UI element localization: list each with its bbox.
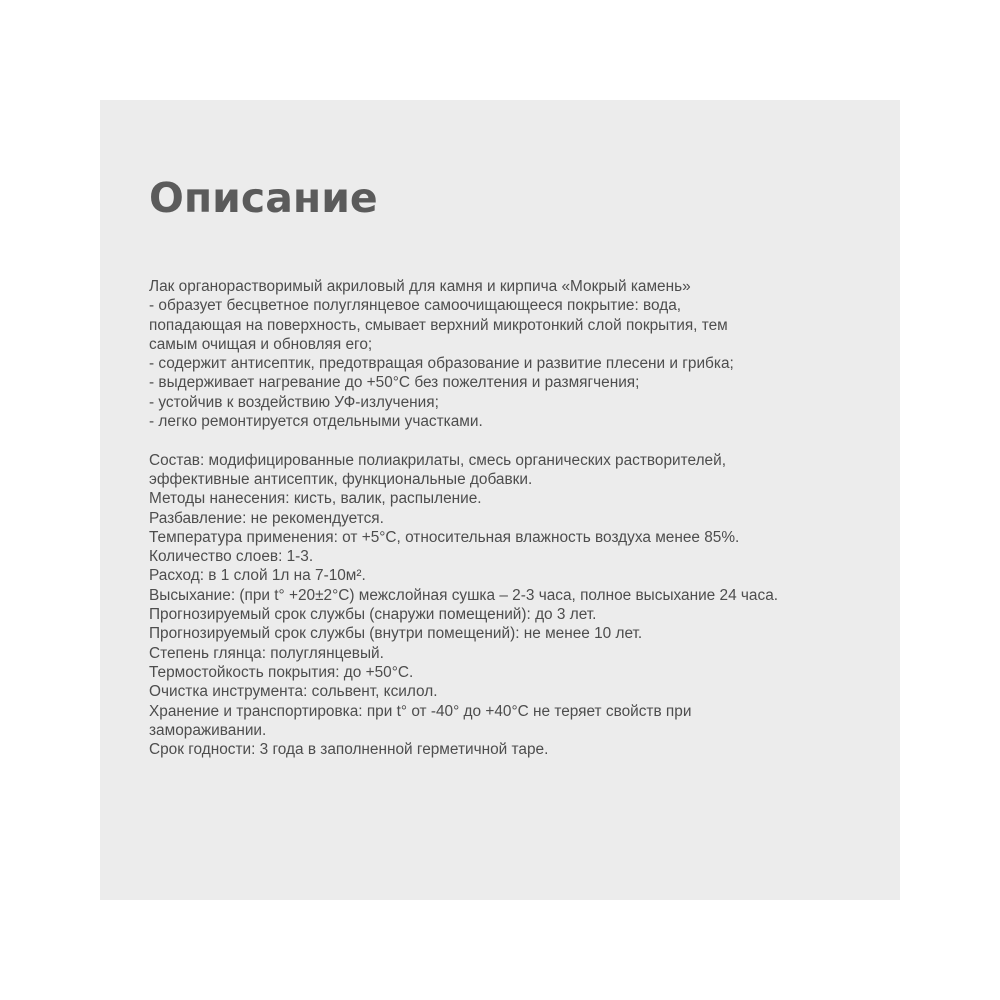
intro-line: самым очищая и обновляя его; bbox=[149, 335, 373, 353]
spec-line: замораживании. bbox=[149, 721, 267, 739]
spec-line: Очистка инструмента: сольвент, ксилол. bbox=[149, 683, 438, 701]
spec-line: Методы нанесения: кисть, валик, распыление. bbox=[149, 490, 482, 508]
spec-line: Прогнозируемый срок службы (снаружи помещений): до 3 лет. bbox=[149, 606, 597, 624]
intro-line: - легко ремонтируется отдельными участками. bbox=[149, 413, 483, 431]
specs-block bbox=[149, 451, 889, 760]
spec-line: Количество слоев: 1-3. bbox=[149, 548, 314, 566]
description-card bbox=[100, 100, 900, 900]
intro-line: попадающая на поверхность, смывает верхний микротонкий слой покрытия, тем bbox=[149, 316, 728, 334]
spec-line: Срок годности: 3 года в заполненной герметичной таре. bbox=[149, 741, 549, 759]
spec-line: Прогнозируемый срок службы (внутри помещений): не менее 10 лет. bbox=[149, 625, 643, 643]
spec-line: Температура применения: от +5°С, относительная влажность воздуха менее 85%. bbox=[149, 528, 740, 546]
spec-line: Степень глянца: полуглянцевый. bbox=[149, 644, 384, 662]
spec-line: Состав: модифицированные полиакрилаты, смесь органических растворителей, bbox=[149, 451, 726, 469]
intro-line: Лак органорастворимый акриловый для камня и кирпича «Мокрый камень» bbox=[149, 278, 691, 295]
description-body bbox=[149, 277, 889, 759]
intro-line: - устойчив к воздействию УФ-излучения; bbox=[149, 393, 439, 411]
spec-line: эффективные антисептик, функциональные добавки. bbox=[149, 470, 533, 488]
paragraph-gap bbox=[149, 431, 889, 450]
intro-block bbox=[149, 277, 889, 431]
intro-line: - содержит антисептик, предотвращая образование и развитие плесени и грибка; bbox=[149, 355, 734, 373]
spec-line: Разбавление: не рекомендуется. bbox=[149, 509, 384, 527]
page-title: Описание bbox=[149, 174, 378, 222]
spec-line: Термостойкость покрытия: до +50°С. bbox=[149, 663, 414, 681]
spec-line: Высыхание: (при t° +20±2°С) межслойная сушка – 2-3 часа, полное высыхание 24 часа. bbox=[149, 586, 779, 604]
intro-line: - выдерживает нагревание до +50°С без пожелтения и размягчения; bbox=[149, 374, 640, 392]
spec-line: Расход: в 1 слой 1л на 7-10м². bbox=[149, 567, 366, 585]
spec-line: Хранение и транспортировка: при t° от -40° до +40°С не теряет свойств при bbox=[149, 702, 692, 720]
intro-line: - образует бесцветное полуглянцевое самоочищающееся покрытие: вода, bbox=[149, 297, 682, 315]
